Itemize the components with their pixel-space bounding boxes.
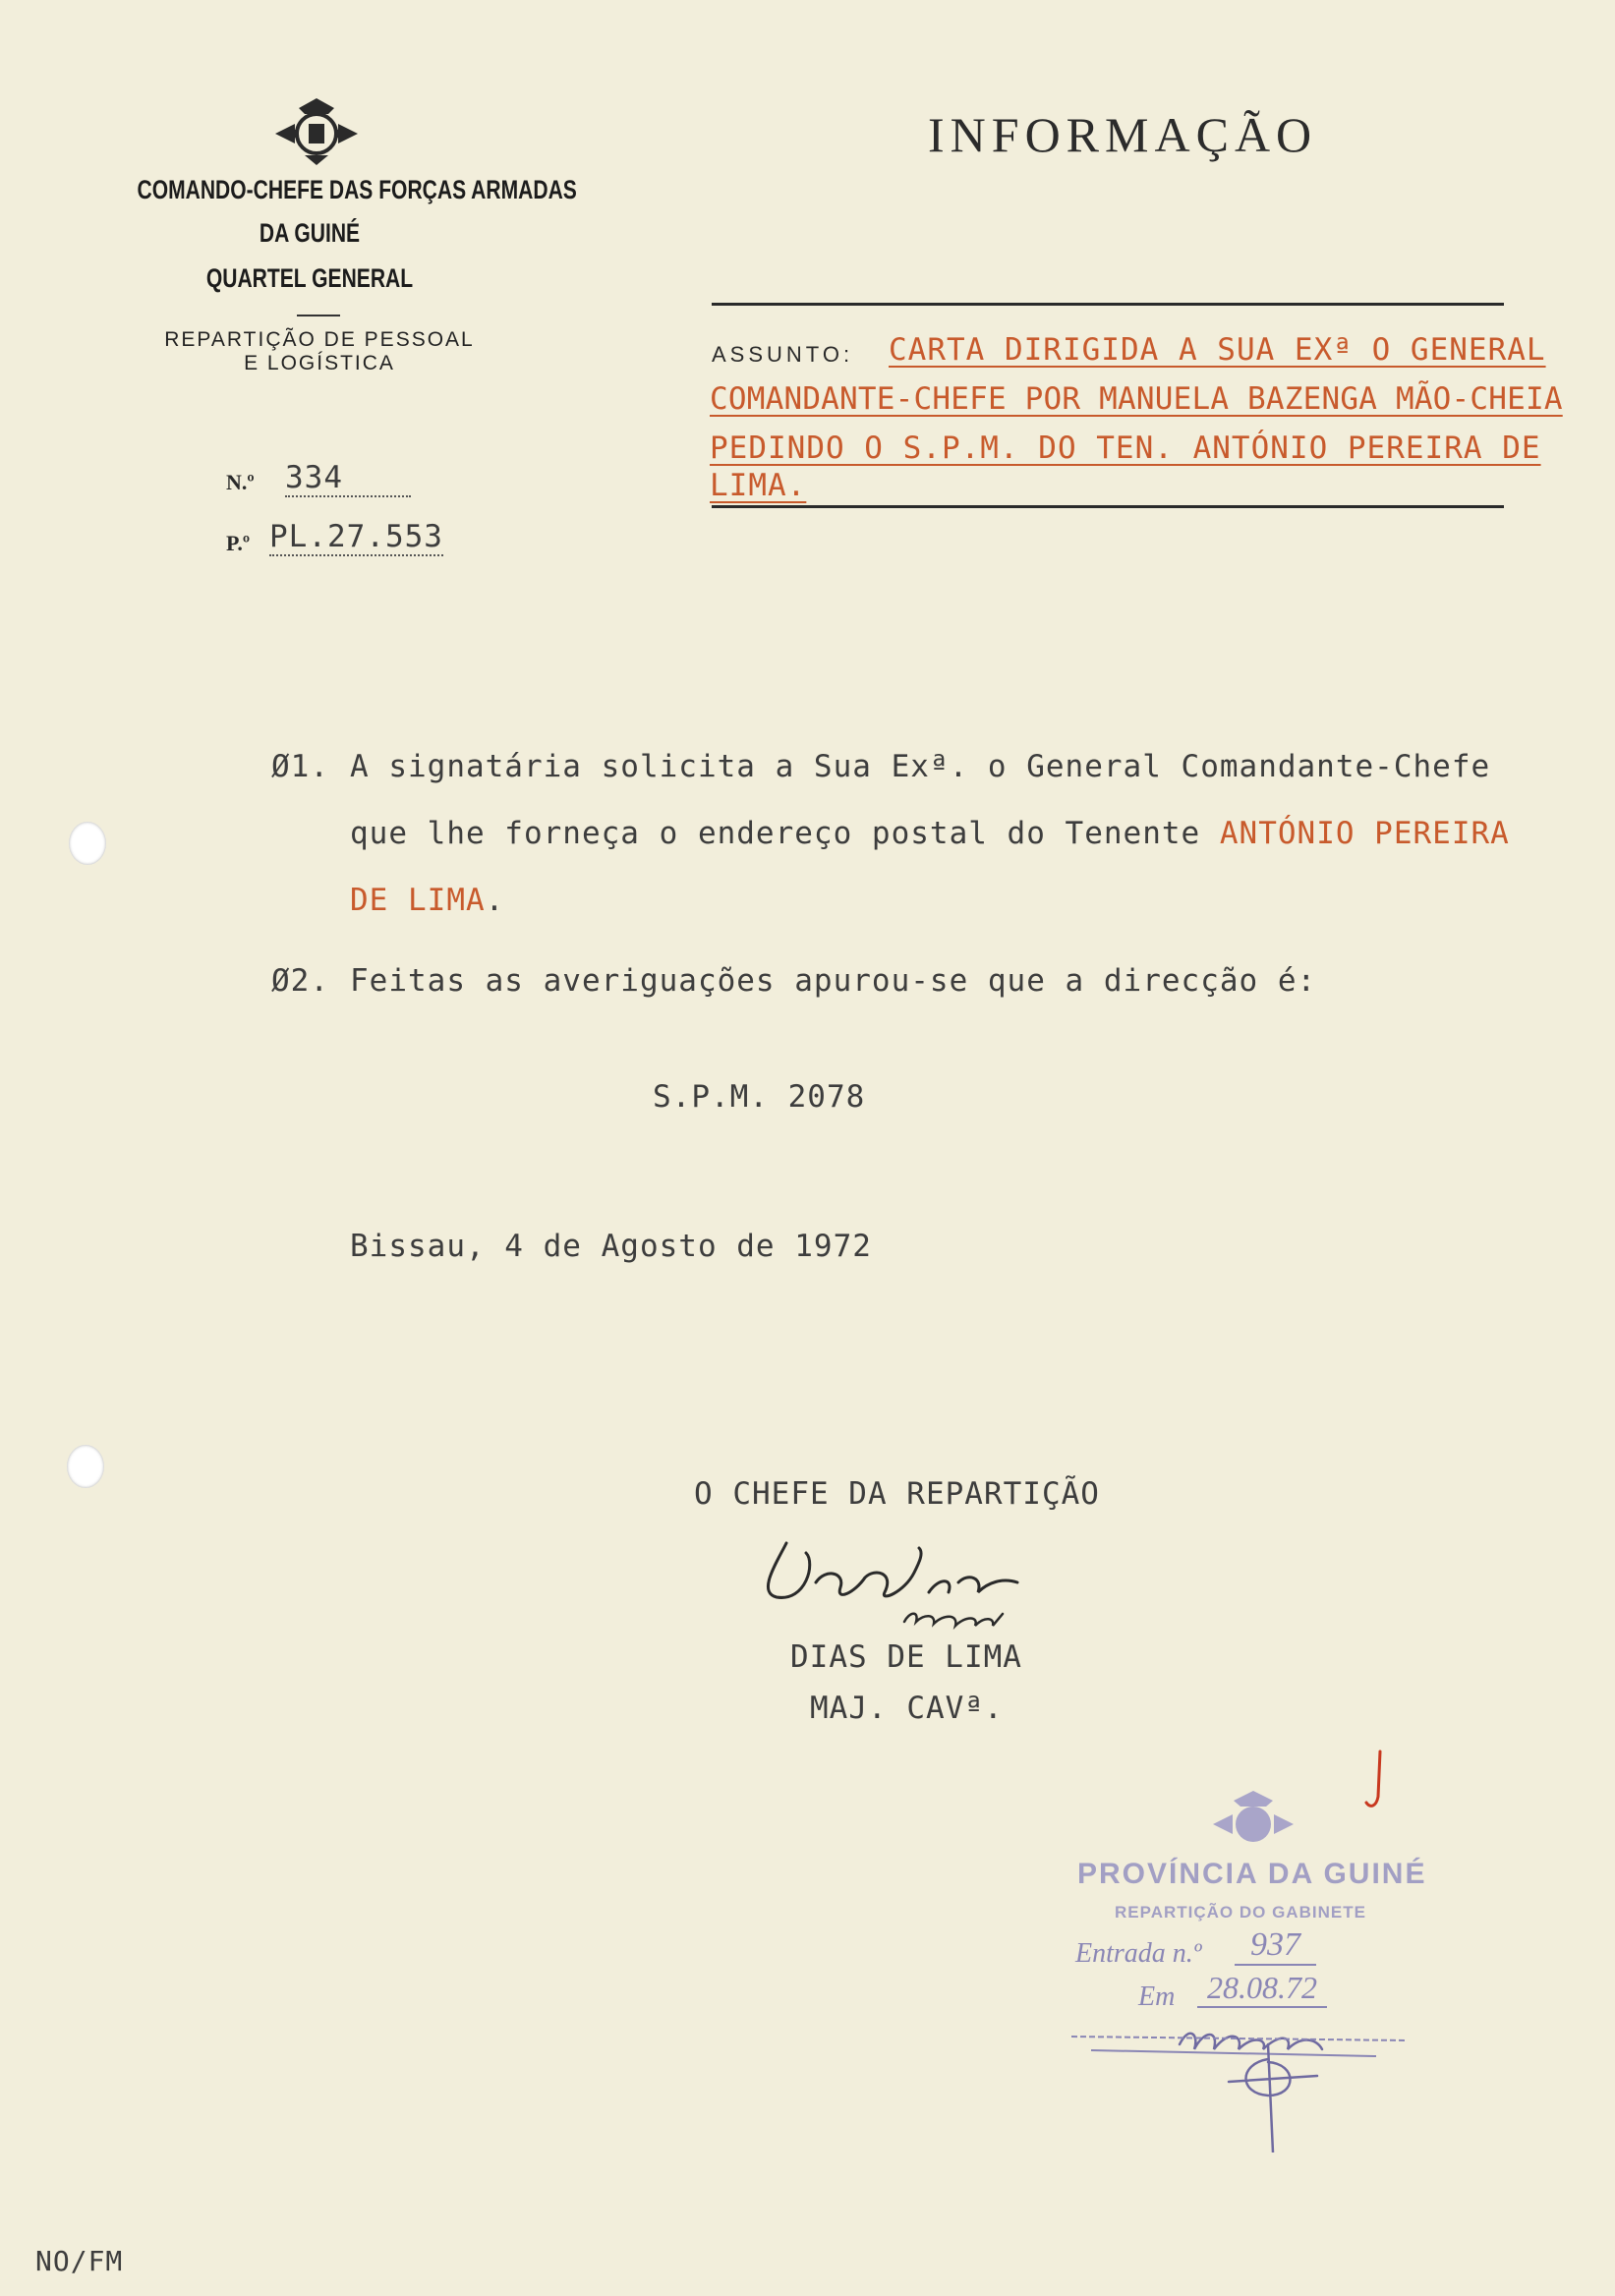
paragraph-1-line2-text: que lhe forneça o endereço postal do Tenente: [350, 816, 1220, 851]
stamp-province: PROVÍNCIA DA GUINÉ: [1077, 1858, 1427, 1890]
processo-value: PL.27.553: [269, 519, 443, 554]
tenente-name-part2: DE LIMA: [350, 883, 486, 918]
subject-line1: CARTA DIRIGIDA A SUA EXª O GENERAL: [889, 332, 1546, 368]
red-check-mark-icon: [1362, 1748, 1392, 1816]
paragraph-1-period: .: [485, 883, 505, 918]
org-name-line2: DA GUINÉ: [259, 218, 361, 248]
processo-label: P.º: [226, 531, 251, 555]
tenente-name-part1: ANTÓNIO PEREIRA: [1219, 816, 1510, 851]
department-line2: E LOGÍSTICA: [244, 352, 395, 374]
signatory-rank: MAJ. CAVª.: [810, 1691, 1004, 1726]
punch-hole-top: [69, 822, 106, 865]
letterhead-divider: [297, 315, 340, 316]
stamp-initials-icon: [1071, 2005, 1406, 2152]
spm-address: S.P.M. 2078: [653, 1079, 866, 1115]
handwritten-signature-icon: [747, 1523, 1121, 1641]
footer-initials: NO/FM: [35, 2245, 124, 2277]
signatory-title: O CHEFE DA REPARTIÇÃO: [694, 1476, 1100, 1512]
document-title: INFORMAÇÃO: [928, 107, 1318, 162]
subject-label: ASSUNTO:: [712, 342, 854, 367]
numero-label: N.º: [226, 470, 255, 494]
paragraph-2-text: Feitas as averiguações apurou-se que a direcção é:: [350, 963, 1317, 999]
numero-value: 334: [285, 460, 411, 497]
subject-line3: PEDINDO O S.P.M. DO TEN. ANTÓNIO PEREIRA DE: [710, 430, 1541, 466]
signatory-name: DIAS DE LIMA: [790, 1639, 1022, 1675]
org-name-line3: QUARTEL GENERAL: [205, 263, 414, 293]
subject-bottom-rule: [712, 505, 1504, 508]
subject-line2: COMANDANTE-CHEFE POR MANUELA BAZENGA MÃO-CHEIA: [710, 381, 1563, 417]
stamp-entrada-label: Entrada n.º: [1075, 1938, 1202, 1969]
punch-hole-bottom: [67, 1445, 104, 1488]
org-name-line1: COMANDO-CHEFE DAS FORÇAS ARMADAS: [137, 175, 577, 204]
paragraph-2-number: Ø2.: [271, 963, 329, 999]
paragraph-1-line3: [350, 883, 504, 918]
coat-of-arms-icon: [269, 94, 364, 167]
subject-top-rule: [712, 303, 1504, 306]
paragraph-1-line1: A signatária solicita a Sua Exª. o General Comandante-Chefe: [350, 749, 1491, 784]
stamp-department: REPARTIÇÃO DO GABINETE: [1115, 1903, 1366, 1922]
paragraph-1-line2: [350, 816, 1510, 851]
stamp-crest-icon: [1209, 1787, 1298, 1856]
department-line1: REPARTIÇÃO DE PESSOAL: [164, 328, 475, 351]
stamp-entrada-value: 937: [1235, 1926, 1316, 1966]
paragraph-1-number: Ø1.: [271, 749, 329, 784]
date-line: Bissau, 4 de Agosto de 1972: [350, 1229, 872, 1264]
stamp-em-value: 28.08.72: [1197, 1970, 1327, 2008]
stamp-em-label: Em: [1138, 1981, 1176, 2012]
subject-line4: LIMA.: [710, 468, 807, 503]
